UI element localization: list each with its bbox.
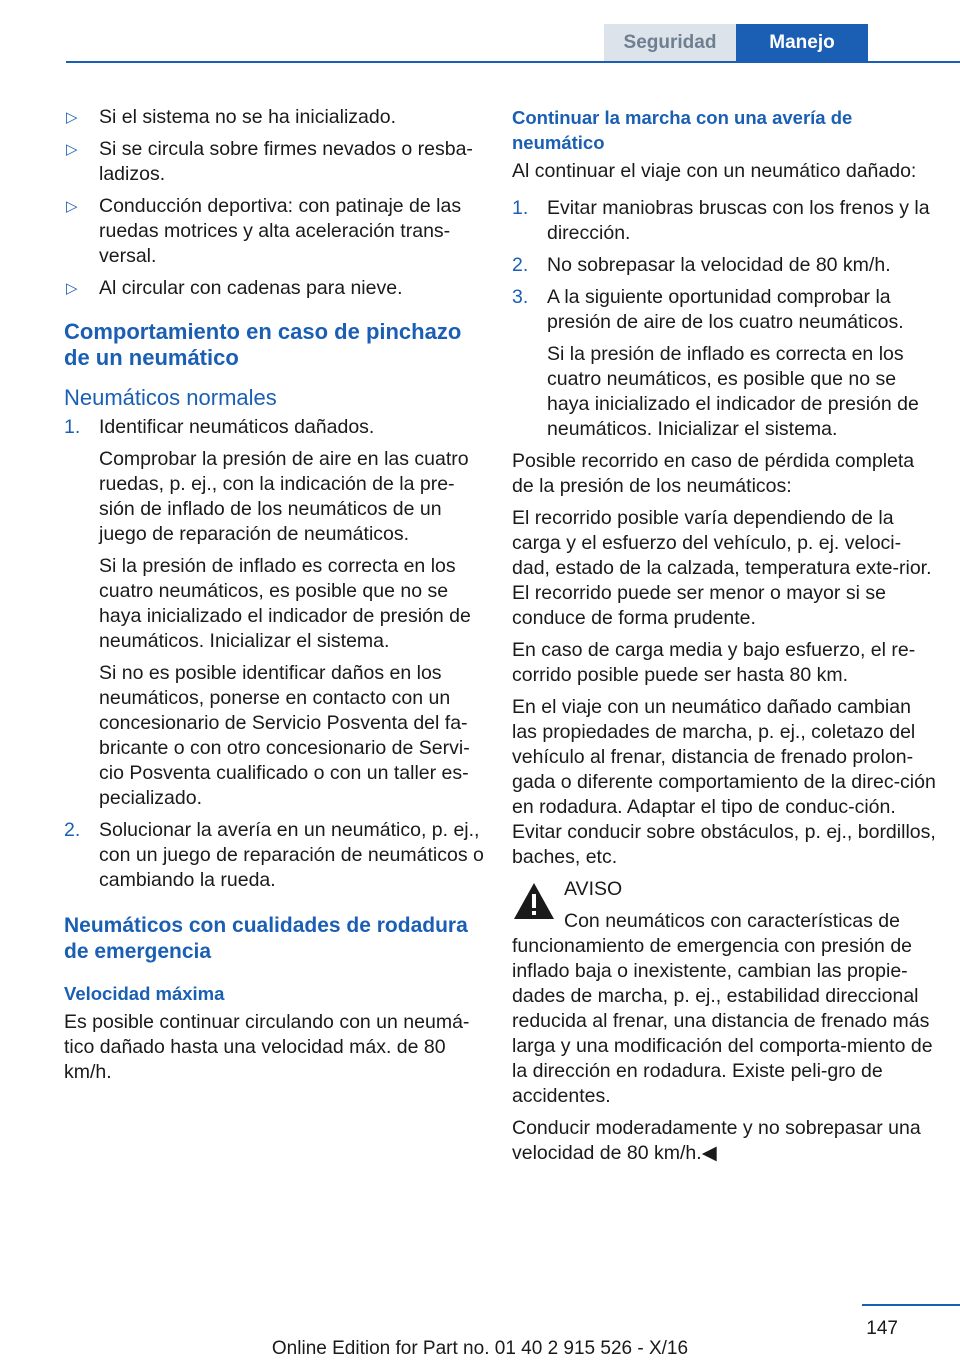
header-tabs (604, 24, 868, 62)
paragraph: En caso de carga media y bajo esfuerzo, el re-corrido posible puede ser hasta 80 km. (512, 639, 916, 686)
warning-text: Con neumáticos con características de funcionamiento de emergencia con presión de inflado baja o inexistente, cambian las propie-dades de marcha, p. ej., estabilidad direccional reducida al frenar, una distancia de frenado más larga y una modificación del comporta-miento de la dirección en rodadura. Existe peli-gro de accidentes. (512, 910, 933, 1107)
heading-continue: Continuar la marcha con una avería de neumático (512, 107, 853, 153)
step-item (512, 253, 936, 278)
step-detail: Si la presión de inflado es correcta en los cuatro neumáticos, es posible que no se haya inicializado el indicador de presión de neumáticos. Inicializar el sistema. (99, 555, 471, 652)
bullet-marker-icon: ▷ (66, 109, 78, 126)
footer-edition: Online Edition for Part no. 01 40 2 915 526 - X/16 (271, 1338, 689, 1359)
header-rule (66, 61, 960, 63)
paragraph: El recorrido posible varía dependiendo de la carga y el esfuerzo del vehículo, p. ej. veloci-dad, estado de la calzada, temperatura exte-rior. El recorrido puede ser menor o mayor si se conduce de forma prudente. (512, 507, 932, 629)
step-text: Evitar maniobras bruscas con los frenos y la dirección. (547, 197, 930, 244)
warning-closing: Conducir moderadamente y no sobrepasar una velocidad de 80 km/h.◀ (512, 1117, 921, 1164)
step-item (64, 415, 488, 440)
step-number: 3. (512, 286, 529, 308)
list-item-text: Si se circula sobre firmes nevados o resba-ladizos. (99, 138, 473, 185)
left-column (64, 105, 488, 1092)
step-detail: Si no es posible identificar daños en los neumáticos, ponerse en contacto con un concesionario de Servicio Posventa del fa-bricante o con otro concesionario de Servi-cio Posventa cualificado o con un taller es-pecializado. (99, 662, 470, 809)
speed-paragraph: Es posible continuar circulando con un neumá-tico dañado hasta una velocidad máx. de 80 km/h. (64, 1011, 470, 1083)
heading-max-speed: Velocidad máxima (64, 983, 225, 1004)
list-item (64, 194, 488, 269)
step-text: A la siguiente oportunidad comprobar la presión de aire de los cuatro neumáticos. (547, 286, 904, 333)
step-number: 1. (512, 197, 529, 219)
tab-seguridad[interactable]: Seguridad (604, 24, 736, 62)
intro-paragraph: Al continuar el viaje con un neumático dañado: (512, 160, 917, 182)
step-detail: Si la presión de inflado es correcta en los cuatro neumáticos, es posible que no se haya inicializado el indicador de presión de neumáticos. Inicializar el sistema. (547, 343, 919, 440)
step-number: 2. (512, 254, 529, 276)
list-item-text: Si el sistema no se ha inicializado. (99, 106, 396, 128)
list-item-text: Conducción deportiva: con patinaje de las ruedas motrices y alta aceleración trans-versal. (99, 195, 462, 267)
list-item (64, 137, 488, 187)
warning-triangle-icon (512, 881, 556, 921)
step-text: Identificar neumáticos dañados. (99, 416, 375, 438)
step-item (64, 818, 488, 893)
tab-manejo[interactable]: Manejo (736, 24, 868, 62)
list-item (64, 276, 488, 301)
heading-normal-tyres: Neumáticos normales (64, 385, 277, 410)
warning-box (512, 877, 936, 1166)
paragraph: Posible recorrido en caso de pérdida completa de la presión de los neumáticos: (512, 450, 915, 497)
step-number: 2. (64, 819, 81, 841)
warning-title: AVISO (564, 878, 623, 900)
step-detail: Comprobar la presión de aire en las cuatro ruedas, p. ej., con la indicación de la pre-sión de inflado de los neumáticos de un juego de reparación de neumáticos. (99, 448, 469, 545)
paragraph: En el viaje con un neumático dañado cambian las propiedades de marcha, p. ej., coletazo del vehículo al frenar, distancia de frenado prolon-gada o diferente comportamiento de la direc-ción en rodadura. Adaptar el tipo de conduc-ción. Evitar conducir sobre obstáculos, p. ej., bordillos, baches, etc. (512, 696, 936, 868)
step-text: Solucionar la avería en un neumático, p. ej., con un juego de reparación de neumáticos o cambiando la rueda. (99, 819, 484, 891)
page-number: 147 (866, 1318, 898, 1339)
list-item (64, 105, 488, 130)
step-text: No sobrepasar la velocidad de 80 km/h. (547, 254, 891, 276)
heading-puncture: Comportamiento en caso de pinchazo de un neumático (64, 319, 462, 370)
footer-rule (862, 1304, 960, 1306)
right-column (512, 105, 936, 1173)
step-number: 1. (64, 416, 81, 438)
step-item (512, 196, 936, 246)
bullet-marker-icon: ▷ (66, 280, 78, 297)
bullet-marker-icon: ▷ (66, 198, 78, 215)
list-item-text: Al circular con cadenas para nieve. (99, 277, 403, 299)
step-item (512, 285, 936, 335)
heading-runflat: Neumáticos con cualidades de rodadura de emergencia (64, 914, 468, 963)
bullet-marker-icon: ▷ (66, 141, 78, 158)
